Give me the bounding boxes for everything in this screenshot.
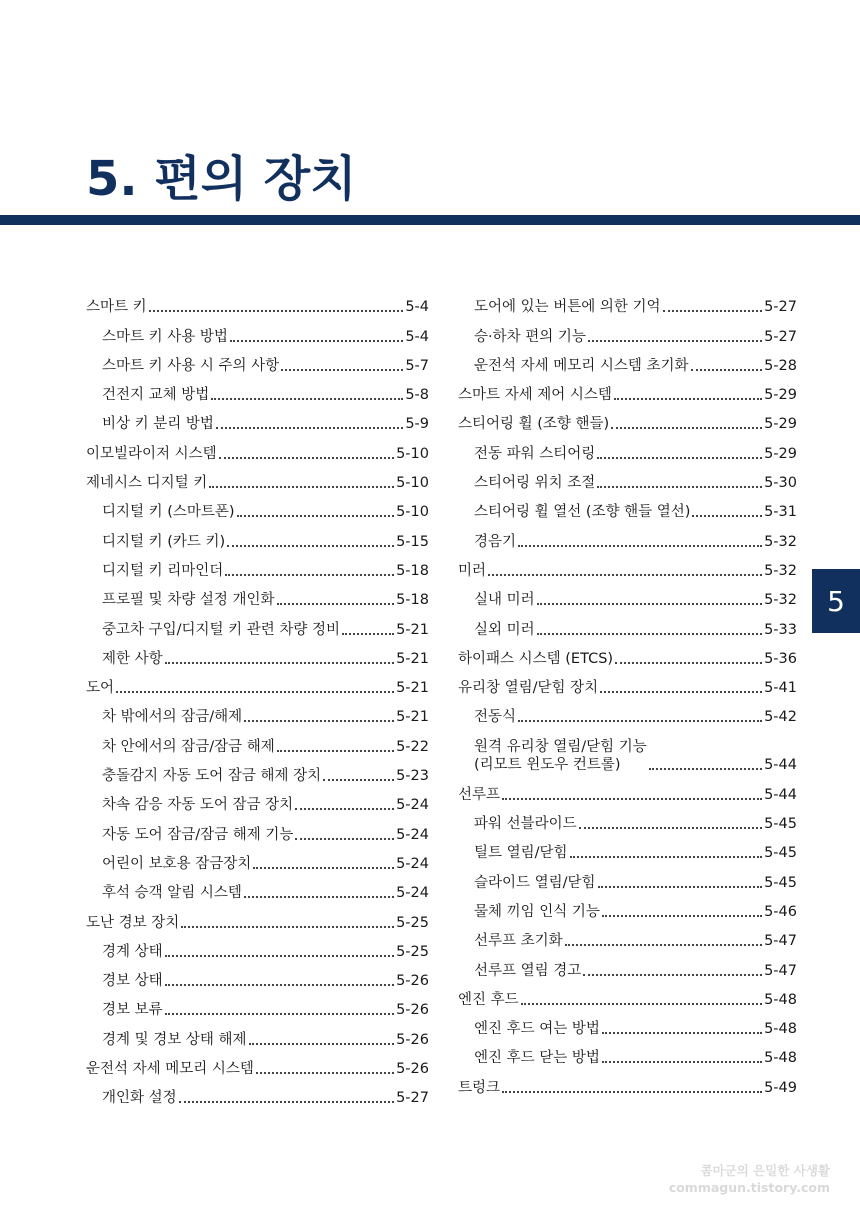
toc-entry-label: 유리창 열림/닫힘 장치 bbox=[458, 680, 599, 697]
toc-leader-dots bbox=[600, 691, 762, 693]
toc-leader-dots bbox=[614, 398, 762, 400]
toc-entry-label: 슬라이드 열림/닫힘 bbox=[474, 874, 596, 891]
toc-entry-page: 5-44 bbox=[764, 786, 797, 803]
toc-entry-label: 실내 미러 bbox=[474, 592, 535, 609]
toc-leader-dots bbox=[692, 515, 762, 517]
toc-leader-dots bbox=[277, 603, 395, 605]
toc-entry-page: 5-18 bbox=[396, 562, 429, 579]
toc-leader-dots bbox=[602, 915, 762, 917]
toc-leader-dots bbox=[570, 856, 763, 858]
toc-entry-page: 5-41 bbox=[764, 680, 797, 697]
toc-entry-page: 5-23 bbox=[396, 768, 429, 785]
toc-leader-dots bbox=[230, 340, 403, 342]
toc-entry[interactable] bbox=[86, 932, 429, 961]
toc-entry[interactable] bbox=[86, 346, 429, 375]
toc-leader-dots bbox=[227, 545, 394, 547]
toc-entry[interactable] bbox=[458, 1067, 797, 1096]
watermark bbox=[669, 1162, 830, 1196]
toc-entry-label: 충돌감지 자동 도어 잠금 해제 장치 bbox=[102, 768, 322, 785]
toc-entry[interactable] bbox=[458, 433, 797, 462]
toc-entry-page: 5-26 bbox=[396, 1002, 429, 1019]
toc-leader-dots bbox=[149, 310, 404, 312]
toc-entry-label: 선루프 열림 경고 bbox=[474, 962, 582, 979]
toc-entry-label: 제한 사항 bbox=[102, 650, 163, 667]
toc-entry-page: 5-29 bbox=[764, 416, 797, 433]
toc-entry-page: 5-44 bbox=[764, 757, 797, 774]
toc-entry[interactable] bbox=[458, 697, 797, 726]
toc-entry-page: 5-49 bbox=[764, 1079, 797, 1096]
toc-entry[interactable] bbox=[86, 639, 429, 668]
toc-column-left bbox=[86, 287, 429, 1107]
toc-leader-dots bbox=[502, 1091, 762, 1093]
toc-entry-page: 5-45 bbox=[764, 816, 797, 833]
toc-entry[interactable] bbox=[458, 287, 797, 316]
toc-leader-dots bbox=[219, 457, 394, 459]
toc-entry[interactable] bbox=[86, 580, 429, 609]
toc-leader-dots bbox=[602, 1061, 762, 1063]
toc-entry-label: 디지털 키 (스마트폰) bbox=[102, 504, 235, 521]
toc-entry[interactable] bbox=[458, 804, 797, 833]
toc-entry-page: 5-21 bbox=[396, 680, 429, 697]
toc-entry-page: 5-36 bbox=[764, 650, 797, 667]
toc-leader-dots bbox=[116, 691, 394, 693]
toc-entry-label: 경계 상태 bbox=[102, 943, 163, 960]
toc-entry[interactable] bbox=[86, 375, 429, 404]
toc-leader-dots bbox=[521, 1003, 762, 1005]
toc-entry-label: 후석 승객 알림 시스템 bbox=[102, 885, 242, 902]
toc-leader-dots bbox=[277, 750, 394, 752]
toc-entry[interactable] bbox=[86, 433, 429, 462]
toc-entry[interactable] bbox=[86, 492, 429, 521]
toc-entry-label: 엔진 후드 bbox=[458, 991, 519, 1008]
toc-entry[interactable] bbox=[86, 316, 429, 345]
toc-entry-label: 중고차 구입/디지털 키 관련 차량 정비 bbox=[102, 621, 341, 638]
toc-entry[interactable] bbox=[458, 668, 797, 697]
toc-entry-label: 전동식 bbox=[474, 709, 517, 726]
toc-leader-dots bbox=[244, 896, 394, 898]
toc-entry[interactable] bbox=[86, 1019, 429, 1048]
toc-entry-page: 5-27 bbox=[396, 1090, 429, 1107]
toc-entry-label: 스마트 키 bbox=[86, 299, 147, 316]
toc-leader-dots bbox=[295, 808, 394, 810]
toc-entry-page: 5-47 bbox=[764, 962, 797, 979]
toc-entry[interactable] bbox=[458, 980, 797, 1009]
toc-entry-label: 엔진 후드 닫는 방법 bbox=[474, 1050, 600, 1067]
toc-entry-label: 선루프 초기화 bbox=[474, 933, 563, 950]
toc-entry-page: 5-32 bbox=[764, 533, 797, 550]
toc-leader-dots bbox=[165, 662, 394, 664]
toc-entry-page: 5-26 bbox=[396, 973, 429, 990]
toc-entry-label: 트렁크 bbox=[458, 1079, 501, 1096]
toc-entry[interactable] bbox=[86, 844, 429, 873]
toc-entry[interactable] bbox=[86, 609, 429, 638]
toc-entry[interactable] bbox=[458, 346, 797, 375]
toc-entry-label: 프로필 및 차량 설정 개인화 bbox=[102, 592, 275, 609]
toc-entry[interactable] bbox=[86, 287, 429, 316]
toc-leader-dots bbox=[588, 340, 762, 342]
toc-entry[interactable] bbox=[86, 1078, 429, 1107]
toc-entry-page: 5-29 bbox=[764, 445, 797, 462]
toc-entry-label: 스마트 자세 제어 시스템 bbox=[458, 387, 612, 404]
toc-entry-label: 경계 및 경보 상태 해제 bbox=[102, 1031, 247, 1048]
toc-entry[interactable] bbox=[86, 726, 429, 755]
toc-entry-page: 5-48 bbox=[764, 1021, 797, 1038]
toc-entry[interactable] bbox=[86, 404, 429, 433]
toc-entry[interactable] bbox=[458, 892, 797, 921]
toc-entry-page: 5-7 bbox=[405, 357, 429, 374]
watermark-line1: 콤마군의 은밀한 사생활 bbox=[700, 1163, 830, 1178]
toc-entry-page: 5-21 bbox=[396, 621, 429, 638]
toc-leader-dots bbox=[225, 574, 394, 576]
toc-entry-page: 5-9 bbox=[405, 416, 429, 433]
toc-leader-dots bbox=[181, 926, 394, 928]
toc-leader-dots bbox=[518, 720, 762, 722]
toc-entry-label: 비상 키 분리 방법 bbox=[102, 416, 214, 433]
toc-leader-dots bbox=[256, 1072, 394, 1074]
toc-entry-label: 선루프 bbox=[458, 786, 501, 803]
toc-entry-page: 5-31 bbox=[764, 504, 797, 521]
chapter-title: 5. 편의 장치 bbox=[86, 151, 357, 207]
toc-entry-label: 도난 경보 장치 bbox=[86, 914, 180, 931]
toc-entry-label: 디지털 키 리마인더 bbox=[102, 562, 224, 579]
toc-leader-dots bbox=[165, 955, 394, 957]
toc-entry-page: 5-22 bbox=[396, 738, 429, 755]
toc-entry[interactable] bbox=[458, 1038, 797, 1067]
toc-entry-label: 스티어링 휠 열선 (조향 핸들 열선) bbox=[474, 504, 691, 521]
toc-entry-page: 5-32 bbox=[764, 562, 797, 579]
toc-leader-dots bbox=[691, 369, 763, 371]
toc-entry-label: 건전지 교체 방법 bbox=[102, 387, 210, 404]
toc-entry[interactable] bbox=[86, 697, 429, 726]
toc-leader-dots bbox=[249, 1043, 395, 1045]
toc-entry-page: 5-26 bbox=[396, 1061, 429, 1078]
title-divider bbox=[0, 215, 860, 225]
toc-entry-page: 5-26 bbox=[396, 1031, 429, 1048]
toc-entry-page: 5-30 bbox=[764, 475, 797, 492]
toc-entry-label: 도어 bbox=[86, 680, 115, 697]
toc-entry-page: 5-21 bbox=[396, 650, 429, 667]
toc-entry[interactable] bbox=[86, 521, 429, 550]
toc-entry[interactable] bbox=[458, 375, 797, 404]
toc-entry-label: 도어에 있는 버튼에 의한 기억 bbox=[474, 299, 661, 316]
toc-entry-page: 5-24 bbox=[396, 885, 429, 902]
toc-entry[interactable] bbox=[86, 785, 429, 814]
toc-entry-page: 5-29 bbox=[764, 387, 797, 404]
toc-leader-dots bbox=[611, 427, 762, 429]
toc-entry-page: 5-32 bbox=[764, 592, 797, 609]
toc-entry-page: 5-45 bbox=[764, 874, 797, 891]
toc-entry[interactable] bbox=[458, 921, 797, 950]
toc-entry-page: 5-4 bbox=[405, 328, 429, 345]
toc-entry-label: 차 안에서의 잠금/잠금 해제 bbox=[102, 738, 275, 755]
toc-entry[interactable] bbox=[458, 609, 797, 638]
toc-leader-dots bbox=[165, 1013, 394, 1015]
toc-entry-label: 물체 끼임 인식 기능 bbox=[474, 903, 600, 920]
toc-entry-page: 5-45 bbox=[764, 845, 797, 862]
toc-leader-dots bbox=[597, 457, 762, 459]
toc-entry-page: 5-10 bbox=[396, 475, 429, 492]
toc-entry[interactable] bbox=[86, 990, 429, 1019]
toc-entry-page: 5-27 bbox=[764, 299, 797, 316]
toc-entry[interactable] bbox=[458, 726, 797, 774]
toc-entry-page: 5-33 bbox=[764, 621, 797, 638]
toc-entry-page: 5-47 bbox=[764, 933, 797, 950]
toc-leader-dots bbox=[179, 1101, 394, 1103]
toc-entry[interactable] bbox=[86, 668, 429, 697]
chapter-tab-number: 5 bbox=[827, 584, 845, 618]
toc-entry-page: 5-25 bbox=[396, 943, 429, 960]
toc-entry[interactable] bbox=[86, 463, 429, 492]
toc-leader-dots bbox=[216, 427, 403, 429]
toc-entry[interactable] bbox=[458, 492, 797, 521]
toc-entry-page: 5-24 bbox=[396, 855, 429, 872]
toc-leader-dots bbox=[209, 486, 394, 488]
toc-leader-dots bbox=[602, 1032, 762, 1034]
toc-entry-page: 5-48 bbox=[764, 991, 797, 1008]
toc-entry[interactable] bbox=[458, 551, 797, 580]
toc-leader-dots bbox=[237, 515, 394, 517]
toc-entry-label: 파워 선블라이드 bbox=[474, 816, 577, 833]
toc-leader-dots bbox=[253, 867, 394, 869]
watermark-line2: commagun.tistory.com bbox=[668, 1180, 830, 1195]
toc-entry[interactable] bbox=[458, 404, 797, 433]
toc-leader-dots bbox=[165, 984, 394, 986]
toc-entry[interactable] bbox=[86, 902, 429, 931]
toc-entry[interactable] bbox=[458, 521, 797, 550]
toc-entry-page: 5-8 bbox=[405, 387, 429, 404]
toc-leader-dots bbox=[537, 603, 762, 605]
toc-leader-dots bbox=[615, 662, 762, 664]
toc-leader-dots bbox=[211, 398, 403, 400]
toc-entry-label: 스마트 키 사용 방법 bbox=[102, 328, 228, 345]
toc-entry-label: 미러 bbox=[458, 562, 487, 579]
toc-entry-page: 5-27 bbox=[764, 328, 797, 345]
toc-entry[interactable] bbox=[86, 1049, 429, 1078]
toc-leader-dots bbox=[663, 310, 763, 312]
toc-leader-dots bbox=[597, 486, 762, 488]
toc-entry-label: 승·하차 편의 기능 bbox=[474, 328, 586, 345]
toc-entry-label: 엔진 후드 여는 방법 bbox=[474, 1021, 600, 1038]
toc-leader-dots bbox=[649, 768, 762, 770]
toc-leader-dots bbox=[518, 545, 762, 547]
toc-entry-page: 5-10 bbox=[396, 504, 429, 521]
toc-leader-dots bbox=[565, 944, 762, 946]
toc-entry-label: 운전석 자세 메모리 시스템 bbox=[86, 1061, 254, 1078]
toc-entry-label: 실외 미러 bbox=[474, 621, 535, 638]
toc-entry-label: 하이패스 시스템 (ETCS) bbox=[458, 650, 614, 667]
toc-entry[interactable] bbox=[458, 1009, 797, 1038]
toc-entry-label: 경보 보류 bbox=[102, 1002, 163, 1019]
toc-leader-dots bbox=[244, 720, 394, 722]
toc-entry-label: 차 밖에서의 잠금/해제 bbox=[102, 709, 243, 726]
toc-entry[interactable] bbox=[458, 639, 797, 668]
toc-entry-label: 스티어링 휠 (조향 핸들) bbox=[458, 416, 610, 433]
toc-entry[interactable] bbox=[86, 551, 429, 580]
toc-entry[interactable] bbox=[86, 961, 429, 990]
toc-entry-page: 5-21 bbox=[396, 709, 429, 726]
toc-leader-dots bbox=[598, 886, 763, 888]
toc-entry-page: 5-48 bbox=[764, 1050, 797, 1067]
toc-entry-page: 5-18 bbox=[396, 592, 429, 609]
toc-entry-label: 어린이 보호용 잠금장치 bbox=[102, 855, 252, 872]
toc-leader-dots bbox=[537, 633, 762, 635]
toc-entry-label: 전동 파워 스티어링 bbox=[474, 445, 596, 462]
toc-entry-page: 5-10 bbox=[396, 445, 429, 462]
toc-entry[interactable] bbox=[86, 814, 429, 843]
toc-entry-label: 경음기 bbox=[474, 533, 517, 550]
toc-entry-label: 스마트 키 사용 시 주의 사항 bbox=[102, 357, 280, 374]
toc-entry-page: 5-15 bbox=[396, 533, 429, 550]
toc-leader-dots bbox=[281, 369, 403, 371]
toc-entry-page: 5-28 bbox=[764, 357, 797, 374]
toc-entry-label: 틸트 열림/닫힘 bbox=[474, 845, 568, 862]
toc-entry-label: 원격 유리창 열림/닫힘 기능 (리모트 윈도우 컨트롤) bbox=[474, 739, 647, 774]
toc-entry-label: 운전석 자세 메모리 시스템 초기화 bbox=[474, 357, 689, 374]
toc-leader-dots bbox=[323, 779, 394, 781]
toc-column-right bbox=[458, 287, 797, 1097]
toc-entry-label: 경보 상태 bbox=[102, 973, 163, 990]
toc-entry-label: 제네시스 디지털 키 bbox=[86, 475, 208, 492]
toc-leader-dots bbox=[488, 574, 762, 576]
toc-entry[interactable] bbox=[458, 950, 797, 979]
toc-entry[interactable] bbox=[458, 774, 797, 803]
toc-leader-dots bbox=[583, 974, 762, 976]
toc-entry-page: 5-42 bbox=[764, 709, 797, 726]
toc-entry[interactable] bbox=[458, 316, 797, 345]
toc-entry-label: 차속 감응 자동 도어 잠금 장치 bbox=[102, 797, 294, 814]
toc-leader-dots bbox=[502, 798, 762, 800]
toc-entry-page: 5-24 bbox=[396, 826, 429, 843]
toc-entry-label: 이모빌라이저 시스템 bbox=[86, 445, 217, 462]
toc-entry-label: 디지털 키 (카드 키) bbox=[102, 533, 226, 550]
toc-entry-page: 5-46 bbox=[764, 903, 797, 920]
toc-entry-page: 5-4 bbox=[405, 299, 429, 316]
toc-entry[interactable] bbox=[458, 463, 797, 492]
toc-entry[interactable] bbox=[458, 862, 797, 891]
chapter-tab[interactable] bbox=[812, 569, 860, 633]
toc-entry[interactable] bbox=[86, 873, 429, 902]
toc-entry[interactable] bbox=[458, 580, 797, 609]
toc-entry[interactable] bbox=[86, 756, 429, 785]
toc-leader-dots bbox=[579, 827, 762, 829]
toc-leader-dots bbox=[342, 633, 394, 635]
toc-entry-page: 5-25 bbox=[396, 914, 429, 931]
toc-entry-label: 개인화 설정 bbox=[102, 1090, 177, 1107]
toc-entry-page: 5-24 bbox=[396, 797, 429, 814]
toc-leader-dots bbox=[295, 838, 394, 840]
toc-entry[interactable] bbox=[458, 833, 797, 862]
toc-entry-label: 스티어링 위치 조절 bbox=[474, 475, 596, 492]
toc-entry-label: 자동 도어 잠금/잠금 해제 기능 bbox=[102, 826, 294, 843]
